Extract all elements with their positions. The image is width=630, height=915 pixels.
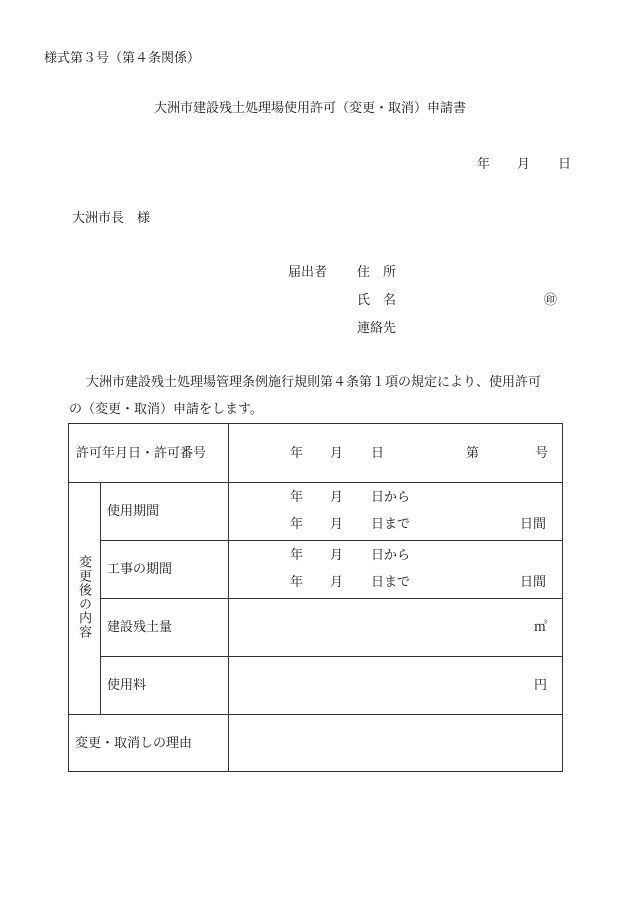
row-divider [69, 482, 563, 483]
cubic-meter-unit: ㎥ [534, 620, 548, 635]
row-divider [69, 714, 563, 715]
permit-date-number-label: 許可年月日・許可番号 [76, 446, 207, 461]
address-label: 住 所 [357, 265, 397, 280]
row-divider [100, 598, 563, 599]
usage-from-day: 日から [371, 490, 411, 505]
col-divider [100, 482, 101, 714]
seal-mark: ㊞ [544, 293, 558, 308]
permit-month: 月 [330, 446, 344, 461]
application-table [68, 423, 563, 772]
body-text-line1: 大洲市建設残土処理場管理条例施行規則第４条第１項の規定により、使用許可 [86, 375, 542, 390]
body-text-line2: の（変更・取消）申請をします。 [69, 402, 263, 417]
usage-period-label: 使用期間 [107, 504, 160, 519]
permit-dai: 第 [466, 446, 480, 461]
usage-to-month: 月 [330, 517, 344, 532]
construction-to-month: 月 [330, 575, 344, 590]
usage-days-unit: 日間 [520, 517, 547, 532]
usage-to-day: 日まで [371, 517, 411, 532]
construction-from-day: 日から [371, 548, 411, 563]
name-label: 氏 名 [357, 293, 397, 308]
soil-amount-label: 建設残土量 [107, 620, 173, 635]
yen-unit: 円 [534, 678, 548, 693]
construction-from-month: 月 [330, 548, 344, 563]
row-divider [100, 656, 563, 657]
contact-label: 連絡先 [357, 321, 397, 336]
construction-to-day: 日まで [371, 575, 411, 590]
reason-label: 変更・取消しの理由 [75, 736, 193, 751]
col-divider [228, 424, 229, 772]
document-title: 大洲市建設残土処理場使用許可（変更・取消）申請書 [154, 101, 467, 116]
construction-from-year: 年 [290, 548, 304, 563]
applicant-label: 届出者 [288, 265, 328, 280]
date-month: 月 [517, 157, 531, 172]
row-divider [100, 540, 563, 541]
form-number: 様式第３号（第４条関係） [44, 51, 201, 66]
addressee: 大洲市長 様 [72, 211, 151, 226]
permit-year: 年 [290, 446, 304, 461]
construction-period-label: 工事の期間 [107, 562, 173, 577]
construction-days-unit: 日間 [520, 575, 547, 590]
change-section-label: 変更後の内容 [76, 555, 91, 639]
permit-day: 日 [371, 446, 385, 461]
permit-go: 号 [535, 446, 549, 461]
usage-from-month: 月 [330, 490, 344, 505]
usage-fee-label: 使用料 [107, 678, 147, 693]
date-year: 年 [477, 157, 491, 172]
usage-to-year: 年 [290, 517, 304, 532]
usage-from-year: 年 [290, 490, 304, 505]
construction-to-year: 年 [290, 575, 304, 590]
date-day: 日 [558, 157, 572, 172]
